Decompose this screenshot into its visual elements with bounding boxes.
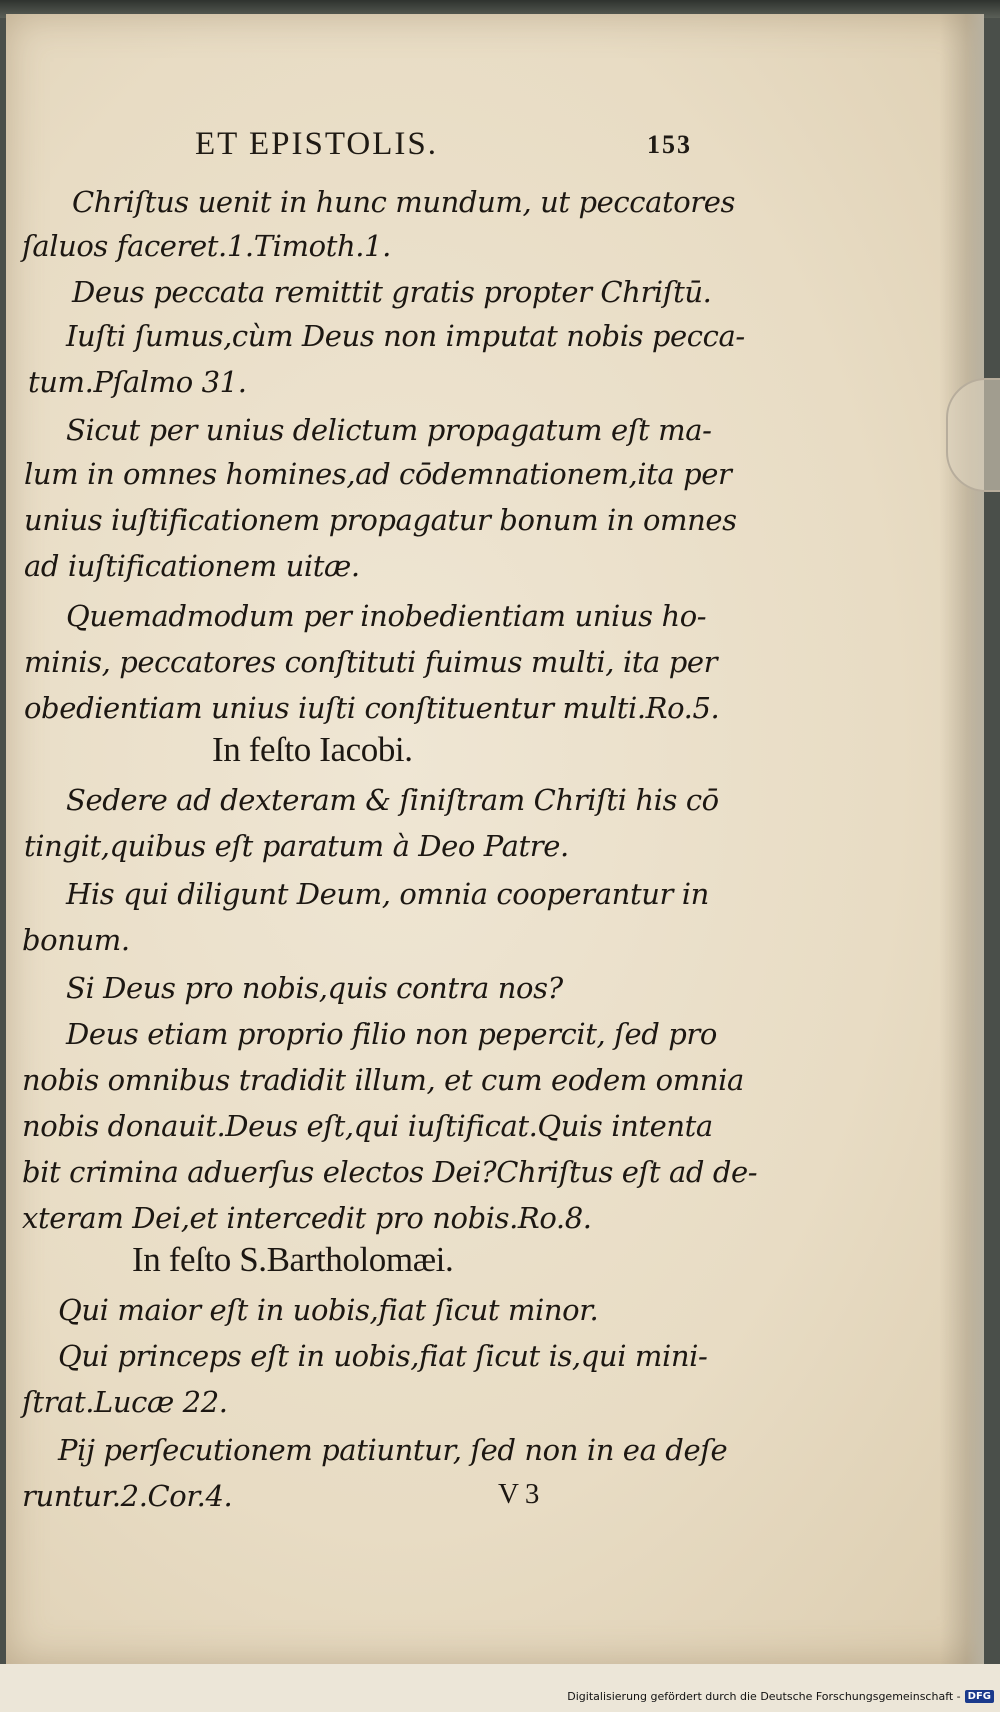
text-line: Deus etiam proprio filio non pepercit, ſed pro <box>66 1017 717 1051</box>
text-line: ſaluos faceret.1.Timoth.1. <box>22 229 391 263</box>
text-line: Chriſtus uenit in hunc mundum, ut peccatores <box>72 185 735 219</box>
text-line: Qui princeps eſt in uobis,fiat ſicut is,qui mini- <box>58 1339 708 1373</box>
text-line: xteram Dei,et intercedit pro nobis.Ro.8. <box>22 1201 592 1235</box>
signature-mark: V 3 <box>498 1478 539 1510</box>
page-edge-shadow <box>940 14 984 1664</box>
text-line: bit crimina aduerſus electos Dei?Chriſtus eſt ad de- <box>22 1155 758 1189</box>
text-line: nobis donauit.Deus eſt,qui iuſtificat.Quis intenta <box>22 1109 713 1143</box>
running-head <box>195 122 695 166</box>
text-line: His qui diligunt Deum, omnia cooperantur in <box>66 877 709 911</box>
text-line: Deus peccata remittit gratis propter Chriſtū. <box>72 275 712 309</box>
text-line: unius iuſtificationem propagatur bonum in omnes <box>24 503 737 537</box>
text-line: nobis omnibus tradidit illum, et cum eodem omnia <box>22 1063 744 1097</box>
section-heading: In feſto S.Bartholomæi. <box>132 1240 454 1279</box>
text-line: ſtrat.Lucæ 22. <box>22 1385 228 1419</box>
text-line: runtur.2.Cor.4. <box>22 1479 233 1513</box>
text-line: minis, peccatores conſtituti fuimus multi, ita per <box>24 645 718 679</box>
text-line: Qui maior eſt in uobis,fiat ſicut minor. <box>58 1293 599 1327</box>
text-line: lum in omnes homines,ad cōdemnationem,ita per <box>24 457 732 491</box>
text-line: Iuſti ſumus,cùm Deus non imputat nobis pecca- <box>66 319 745 353</box>
page-number: 153 <box>647 130 692 159</box>
running-head-title: ET EPISTOLIS. <box>195 126 438 162</box>
footer-credit <box>567 1690 994 1703</box>
dfg-logo-icon[interactable]: DFG <box>965 1690 994 1703</box>
text-line: Sedere ad dexteram & ſiniſtram Chriſti his cō <box>66 783 719 817</box>
text-line: tum.Pſalmo 31. <box>28 365 247 399</box>
text-line: Sicut per unius delictum propagatum eſt ma- <box>66 413 712 447</box>
scan-margin <box>0 1664 1000 1712</box>
page-tab-marker <box>946 378 1000 492</box>
text-line: Quemadmodum per inobedientiam unius ho- <box>66 599 707 633</box>
footer-credit-text: Digitalisierung gefördert durch die Deutsche Forschungsgemeinschaft - <box>567 1690 961 1703</box>
section-heading: In feſto Iacobi. <box>212 730 413 769</box>
text-line: ad iuſtificationem uitæ. <box>24 549 360 583</box>
text-line: Pij perſecutionem patiuntur, ſed non in ea deſe <box>58 1433 728 1467</box>
text-line: Si Deus pro nobis,quis contra nos? <box>66 971 563 1005</box>
text-line: obedientiam unius iuſti conſtituentur multi.Ro.5. <box>24 691 720 725</box>
text-line: bonum. <box>22 923 130 957</box>
text-line: tingit,quibus eſt paratum à Deo Patre. <box>24 829 569 863</box>
